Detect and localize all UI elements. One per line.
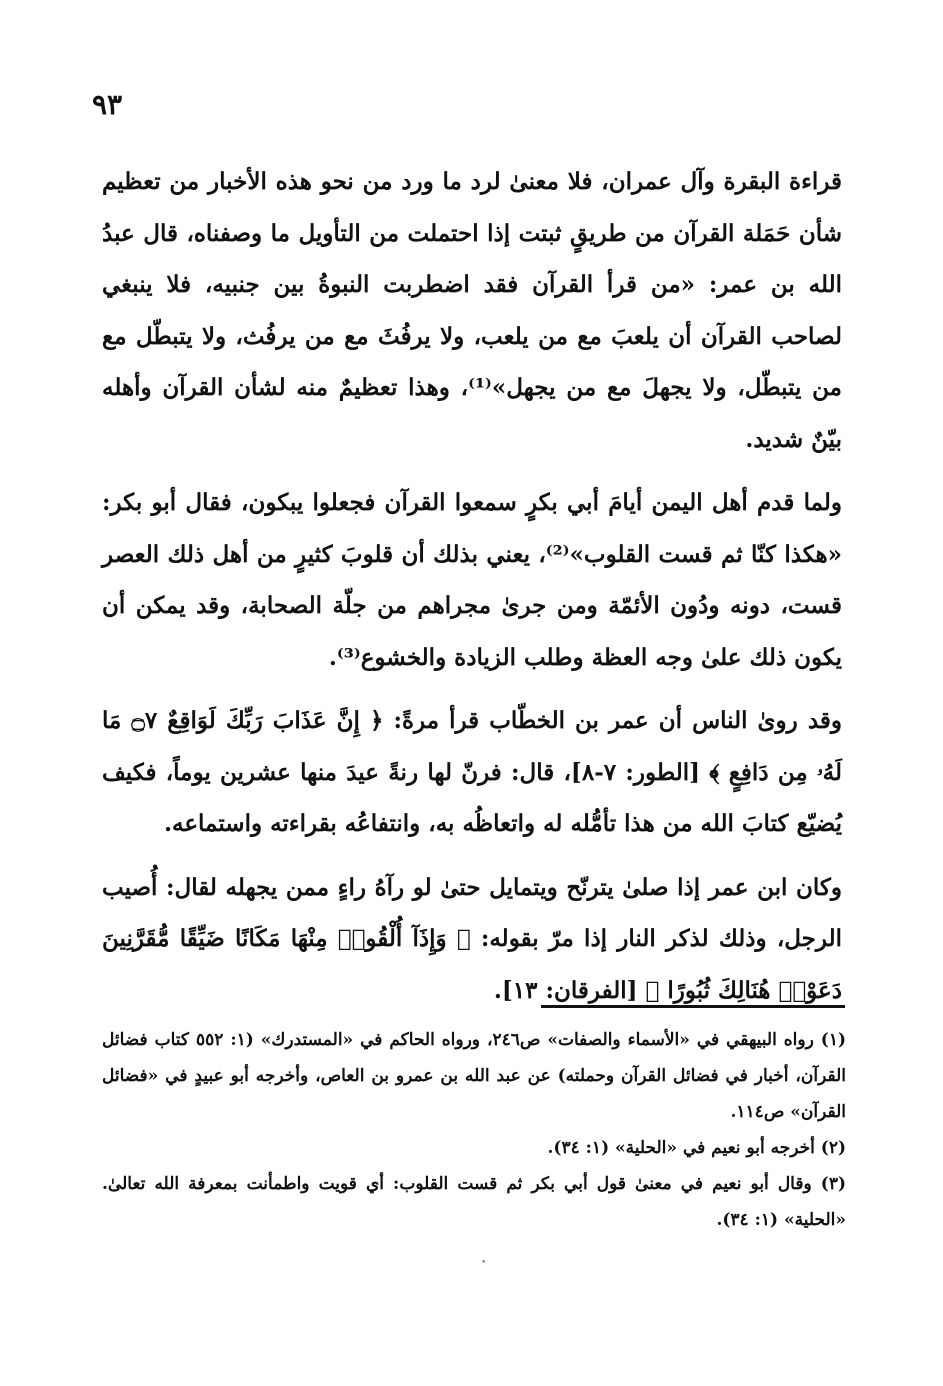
- main-text: [102, 156, 842, 1028]
- footnote-1: (١) رواه البيهقي في «الأسماء والصفات» ص٢٤٦، ورواه الحاكم في «المستدرك» (١: ٥٥٢ كتاب فضائل القرآن، أخبار في فضائل القرآن وحملته) عن عبد الله بن عمرو بن العاص، وأخرجه أبو عبيدٍ في «فضائل القرآن» ص١١٤.: [102, 1030, 847, 1122]
- paragraph-3: وقد روىٰ الناس أن عمر بن الخطّاب قرأ مرةً: ﴿ إِنَّ عَذَابَ رَبِّكَ لَوَاقِعٌ ۝٧ مَا لَهُۥ مِن دَافِعٍ ﴾ [الطور: ٧-٨]، قال: فرنّ لها رنةً عيدَ منها عشرين يوماً، فكيف يُضيّع كتابَ الله من هذا تأمُّله له واتعاظُه به، وانتفاعُه بقراءته واستماعه.: [102, 707, 842, 837]
- footnote-3: (٣) وقال أبو نعيم في معنىٰ قول أبي بكر ثم قست القلوب: أي قويت واطمأنت بمعرفة الله تعالىٰ. «الحلية» (١: ٣٤).: [102, 1174, 846, 1230]
- footnotes: [102, 1022, 846, 1238]
- paragraph-2: ولما قدم أهل اليمن أيامَ أبي بكرٍ سمعوا القرآن فجعلوا يبكون، فقال أبو بكر: «هكذا كنّا ثم قست القلوب»⁽²⁾، يعني بذلك أن قلوبَ كثيرٍ من أهل ذلك العصر قست، دونه ودُون الأئمّة ومن جرىٰ مجراهم من جلّة الصحابة، وقد يمكن أن يكون ذلك علىٰ وجه العظة وطلب الزيادة والخشوع⁽³⁾.: [102, 489, 842, 671]
- footnote-2: (٢) أخرجه أبو نعيم في «الحلية» (١: ٣٤).: [547, 1138, 846, 1158]
- paragraph-4: وكان ابن عمر إذا صلىٰ يترنّح ويتمايل حتىٰ لو رآهُ راءٍ ممن يجهله لقال: أُصيب الرجل، وذلك لذكر النار إذا مرّ بقوله: ﴿ وَإِذَآ أُلْقُوا۟ مِنْهَا مَكَانًا ضَيِّقًا مُّقَرَّنِينَ دَعَوْا۟ هُنَالِكَ ثُبُورًا ﴾ [الفرقان: ١٣].: [102, 873, 842, 1004]
- paragraph-1: قراءة البقرة وآل عمران، فلا معنىٰ لرد ما ورد من نحو هذه الأخبار من تعظيم شأن حَمَلة القرآن من طريقٍ ثبتت إذا احتملت من التأويل ما وصفناه، قال عبدُ الله بن عمر: «من قرأ القرآن فقد اضطربت النبوةُ بين جنبيه، فلا ينبغي لصاحب القرآن أن يلعبَ مع من يلعب، ولا يرفُثَ مع من يرفُث، ولا يتبطّل مع من يتبطّل، ولا يجهلَ مع من يجهل»⁽¹⁾، وهذا تعظيمٌ منه لشأن القرآن وأهله بيّنٌ شديد.: [102, 168, 842, 453]
- scan-speck: •: [481, 1258, 487, 1268]
- page-number: ٩٣: [92, 88, 123, 121]
- footnote-separator: [541, 1005, 845, 1008]
